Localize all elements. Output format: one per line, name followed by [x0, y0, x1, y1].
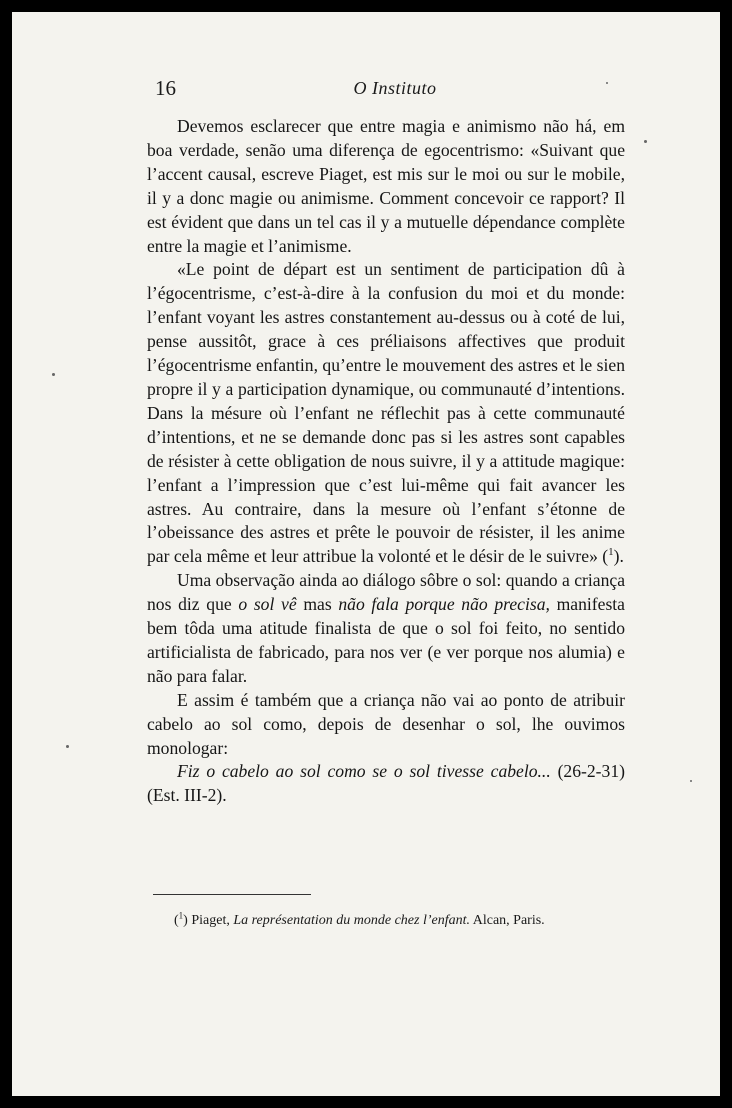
paragraph	[147, 760, 625, 808]
italic-text: La représentation du monde chez l’enfant.	[233, 913, 470, 928]
italic-text: não fala porque não precisa,	[338, 594, 550, 615]
text-run: Alcan, Paris.	[470, 913, 545, 928]
body-text	[147, 115, 625, 808]
text-run: ) Piaget,	[183, 913, 234, 928]
text-run: mas	[296, 594, 339, 615]
footnote-reference: 1	[178, 910, 184, 921]
footnote-reference: 1	[608, 546, 614, 559]
text-run: manifesta bem tôda uma atitude finalista de que o sol foi feito, no sentido artificialista de fabricado, para nos ver (e ver porque nos alumia) e não para falar.	[147, 594, 625, 686]
footnote-divider	[153, 894, 311, 895]
paragraph	[147, 258, 625, 569]
text-run: ).	[613, 546, 624, 567]
text-run: (26-2-31) (Est. III-2).	[147, 761, 625, 806]
footnote	[174, 910, 634, 929]
paragraph	[147, 115, 625, 258]
page-number: 16	[155, 76, 176, 100]
running-title: O Instituto	[353, 78, 437, 98]
italic-text: o sol vê	[238, 594, 297, 615]
text-run: «Le point de départ est un sentiment de participation dû à l’égocentrisme, c’est-à-dire à la confusion du moi et du monde: l’enfant voyant les astres constantement au-dessus ou à coté de lui, pense aussitôt, grace à ces préliaisons affectives que produit l’égocentrisme enfantin, qu’entre le mouvement des astres et le sien propre il y a participation dynamique, ou communauté d’intentions. Dans la mésure où l’enfant ne réflechit pas à cette communauté d’intentions, et ne se demande donc pas si les astres sont capables de résister à cette obligation de nous suivre, il y a attitude magique: l’enfant a l’impression que c’est lui-même qui fait avancer les astres. Au contraire, dans la mesure où l’enfant s’étonne de l’obeissance des astres et prête le pouvoir de résister, il les anime par cela même et leur attribue la volonté et le désir de le suivre» (	[147, 259, 625, 567]
text-run: Uma observação ainda ao diálogo sôbre o sol: quando a criança nos diz que	[147, 570, 625, 615]
paper-speck	[690, 780, 692, 782]
text-run: (	[174, 913, 179, 928]
paragraph	[147, 689, 625, 761]
paragraph	[147, 569, 625, 689]
paper-speck	[66, 745, 69, 748]
book-page	[12, 12, 720, 1096]
italic-text: Fiz o cabelo ao sol como se o sol tivesse cabelo...	[177, 761, 551, 782]
text-run: Devemos esclarecer que entre magia e animismo não há, em boa verdade, senão uma diferença de egocentrismo: «Suivant que l’accent causal, escreve Piaget, est mis sur le moi ou sur le mobile, il y a donc magie ou animisme. Comment concevoir ce rapport? Il est évident que dans un tel cas il y a mutuelle dépendance complète entre la magie et l’animisme.	[147, 116, 625, 256]
paper-speck	[644, 140, 647, 143]
paper-speck	[52, 373, 55, 376]
paper-speck	[606, 82, 608, 84]
page-header	[155, 76, 635, 106]
text-run: E assim é também que a criança não vai ao ponto de atribuir cabelo ao sol como, depois de desenhar o sol, lhe ouvimos monologar:	[147, 689, 625, 758]
